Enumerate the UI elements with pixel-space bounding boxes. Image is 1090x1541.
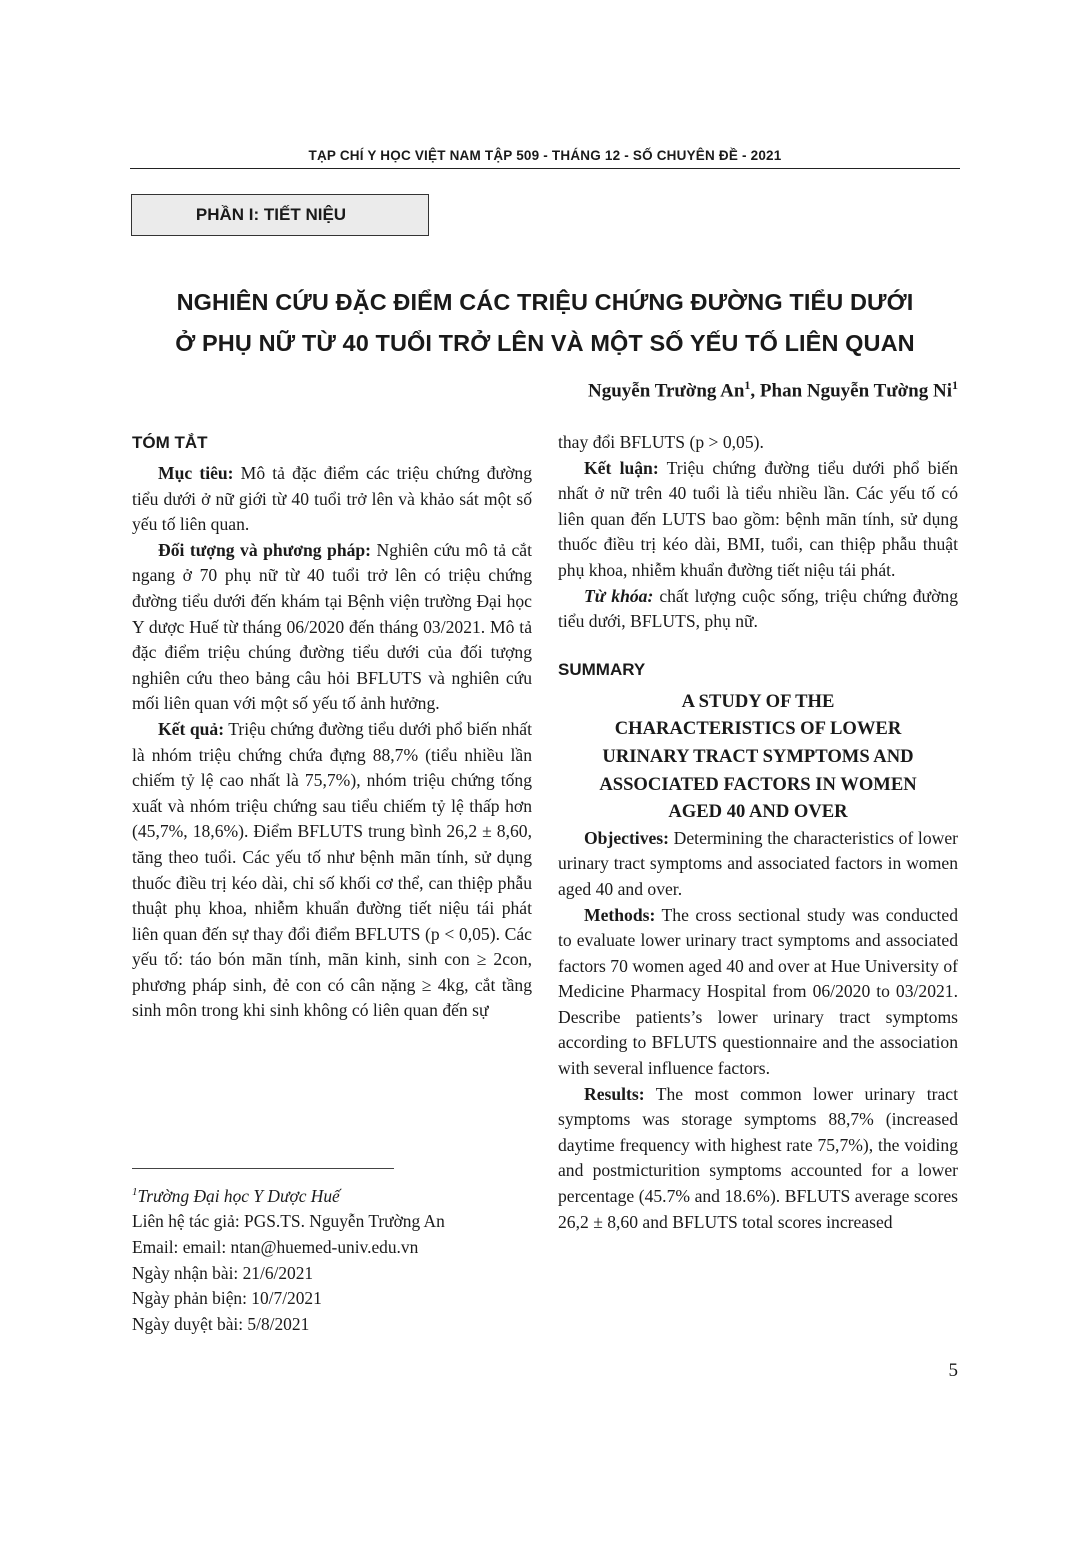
conclusion-text: Triệu chứng đường tiểu dưới phổ biến nhất ở nữ trên 40 tuổi là tiểu nhiều lần. Các yếu tố có liên quan đến LUTS bao gồm: bệnh mãn tính, sử dụng thuốc điều trị kéo dài, BMI, tuổi, can thiệp phẫu thuật phụ khoa, nhiễm khuẩn đường tiết niệu tái phát. [558,457,958,580]
summary-title-line-3: URINARY TRACT SYMPTOMS AND [602,745,914,767]
summary-objectives-label: Objectives: [584,827,670,848]
abstract-conclusion [558,456,958,584]
summary-results-text: The most common lower urinary tract symptoms was storage symptoms 88,7% (increased daytime frequency with highest rate 75,7%), the voiding and postmicturition symptoms accounted for a lower percentage (45.7% and 18.6%). BFLUTS average scores 26,2 ± 8,60 and BFLUTS total scores increased [558,1083,958,1232]
abstract-methods [132,538,532,717]
summary-results-label: Results: [584,1083,645,1104]
conclusion-label: Kết luận: [584,457,659,478]
summary-objectives [558,826,958,903]
affiliation-text: Trường Đại học Y Dược Huế [137,1185,340,1206]
summary-title [558,688,958,826]
author-2-affil: 1 [952,378,958,392]
journal-header: TẠP CHÍ Y HỌC VIỆT NAM TẬP 509 - THÁNG 12 - SỐ CHUYÊN ĐỀ - 2021 [308,148,782,163]
article-title [130,282,960,364]
abstract-heading: TÓM TẮT [132,433,208,452]
author-2: Phan Nguyễn Tường Ni [759,380,952,402]
summary-methods [558,903,958,1082]
abstract-results-continued: thay đổi BFLUTS (p > 0,05). [558,432,764,452]
summary-objectives-text: Determining the characteristics of lower urinary tract symptoms and associated factors in women aged 40 and over. [558,827,958,899]
abstract-keywords [558,584,958,635]
title-line-2: Ở PHỤ NỮ TỪ 40 TUỔI TRỞ LÊN VÀ MỘT SỐ YẾU TỐ LIÊN QUAN [175,330,915,356]
header-rule [130,168,960,169]
abstract-results [132,717,532,1024]
right-column [558,430,958,1235]
title-line-1: NGHIÊN CỨU ĐẶC ĐIỂM CÁC TRIỆU CHỨNG ĐƯỜNG TIỂU DƯỚI [176,289,914,315]
footnote-affiliation [132,1180,532,1209]
keywords-label: Từ khóa: [584,585,654,606]
footnote-received: Ngày nhận bài: 21/6/2021 [132,1262,314,1283]
summary-heading: SUMMARY [558,659,646,679]
footnote-affil-mark: 1 [132,1186,138,1198]
results-text: Triệu chứng đường tiểu dưới phổ biến nhất là nhóm triệu chứng chứa đựng 88,7% (tiểu nhiều lần chiếm tỷ lệ cao nhất là 75,7%), nhóm triệu chứng tống xuất và nhóm triệu chứng sau tiểu chiếm tỷ lệ thấp hơn (45,7%, 18,6%). Điểm BFLUTS trung bình 26,2 ± 8,60, tăng theo tuổi. Các yếu tố như bệnh mãn tính, sử dụng thuốc điều trị kéo dài, chỉ số khối cơ thể, can thiệp phẫu thuật phụ khoa, nhiễm khuẩn đường tiết niệu tái phát liên quan đến sự thay đổi điểm BFLUTS (p < 0,05). Các yếu tố: táo bón mãn tính, mãn kinh, sinh con ≥ 2con, phương pháp sinh, đẻ con có cân nặng ≥ 4kg, cắt tầng sinh môn trong khi sinh không có liên quan đến sự [132,718,532,1021]
author-1: Nguyễn Trường An [588,380,745,402]
page-number: 5 [948,1360,958,1381]
footnote [132,1180,532,1337]
left-column [132,430,532,1024]
summary-results [558,1082,958,1236]
objective-text: Mô tả đặc điểm các triệu chứng đường tiểu dưới ở nữ giới từ 40 tuổi trở lên và khảo sát một số yếu tố liên quan. [132,463,532,535]
section-label: PHẦN I: TIẾT NIỆU [195,205,347,224]
footnote-contact: Liên hệ tác giả: PGS.TS. Nguyễn Trường An [132,1211,445,1232]
methods-text: Nghiên cứu mô tả cắt ngang ở 70 phụ nữ từ 40 tuổi trở lên có triệu chứng đường tiểu dưới đến khám tại Bệnh viện trường Đại học Y dược Huế từ tháng 06/2020 đến tháng 03/2021. Mô tả đặc điểm triệu chúng đường tiểu dưới của đối tượng nghiên cứu theo bảng câu hỏi BFLUTS và nghiên cứu mối liên quan với một số yếu tố ảnh hưởng. [132,539,532,714]
summary-title-line-2: CHARACTERISTICS OF LOWER [614,718,902,740]
summary-title-line-4: ASSOCIATED FACTORS IN WOMEN [599,773,917,795]
objective-label: Mục tiêu: [158,463,234,483]
keywords-text: chất lượng cuộc sống, triệu chứng đường tiểu dưới, BFLUTS, phụ nữ. [558,585,958,632]
summary-title-line-5: AGED 40 AND OVER [668,801,848,823]
footnote-accepted: Ngày duyệt bài: 5/8/2021 [132,1313,310,1334]
abstract-objective [132,461,532,538]
authors [130,378,958,402]
summary-title-line-1: A STUDY OF THE [681,690,835,712]
section-label-box [131,194,429,236]
results-label: Kết quả: [158,718,225,739]
footnote-email: Email: email: ntan@huemed-univ.edu.vn [132,1236,419,1257]
author-1-affil: 1 [744,378,751,392]
summary-methods-label: Methods: [584,904,656,925]
footnote-reviewed: Ngày phản biện: 10/7/2021 [132,1288,322,1309]
footnote-rule [132,1168,394,1169]
author-separator: , [750,380,760,402]
summary-methods-text: The cross sectional study was conducted to evaluate lower urinary tract symptoms and associated factors 70 women aged 40 and over at Hue University of Medicine Pharmacy Hospital from 06/2020 to 03/2021. Describe patients’s lower urinary tract symptoms according to BFLUTS questionnaire and the association with several influence factors. [558,904,958,1079]
methods-label: Đối tượng và phương pháp: [158,539,372,560]
